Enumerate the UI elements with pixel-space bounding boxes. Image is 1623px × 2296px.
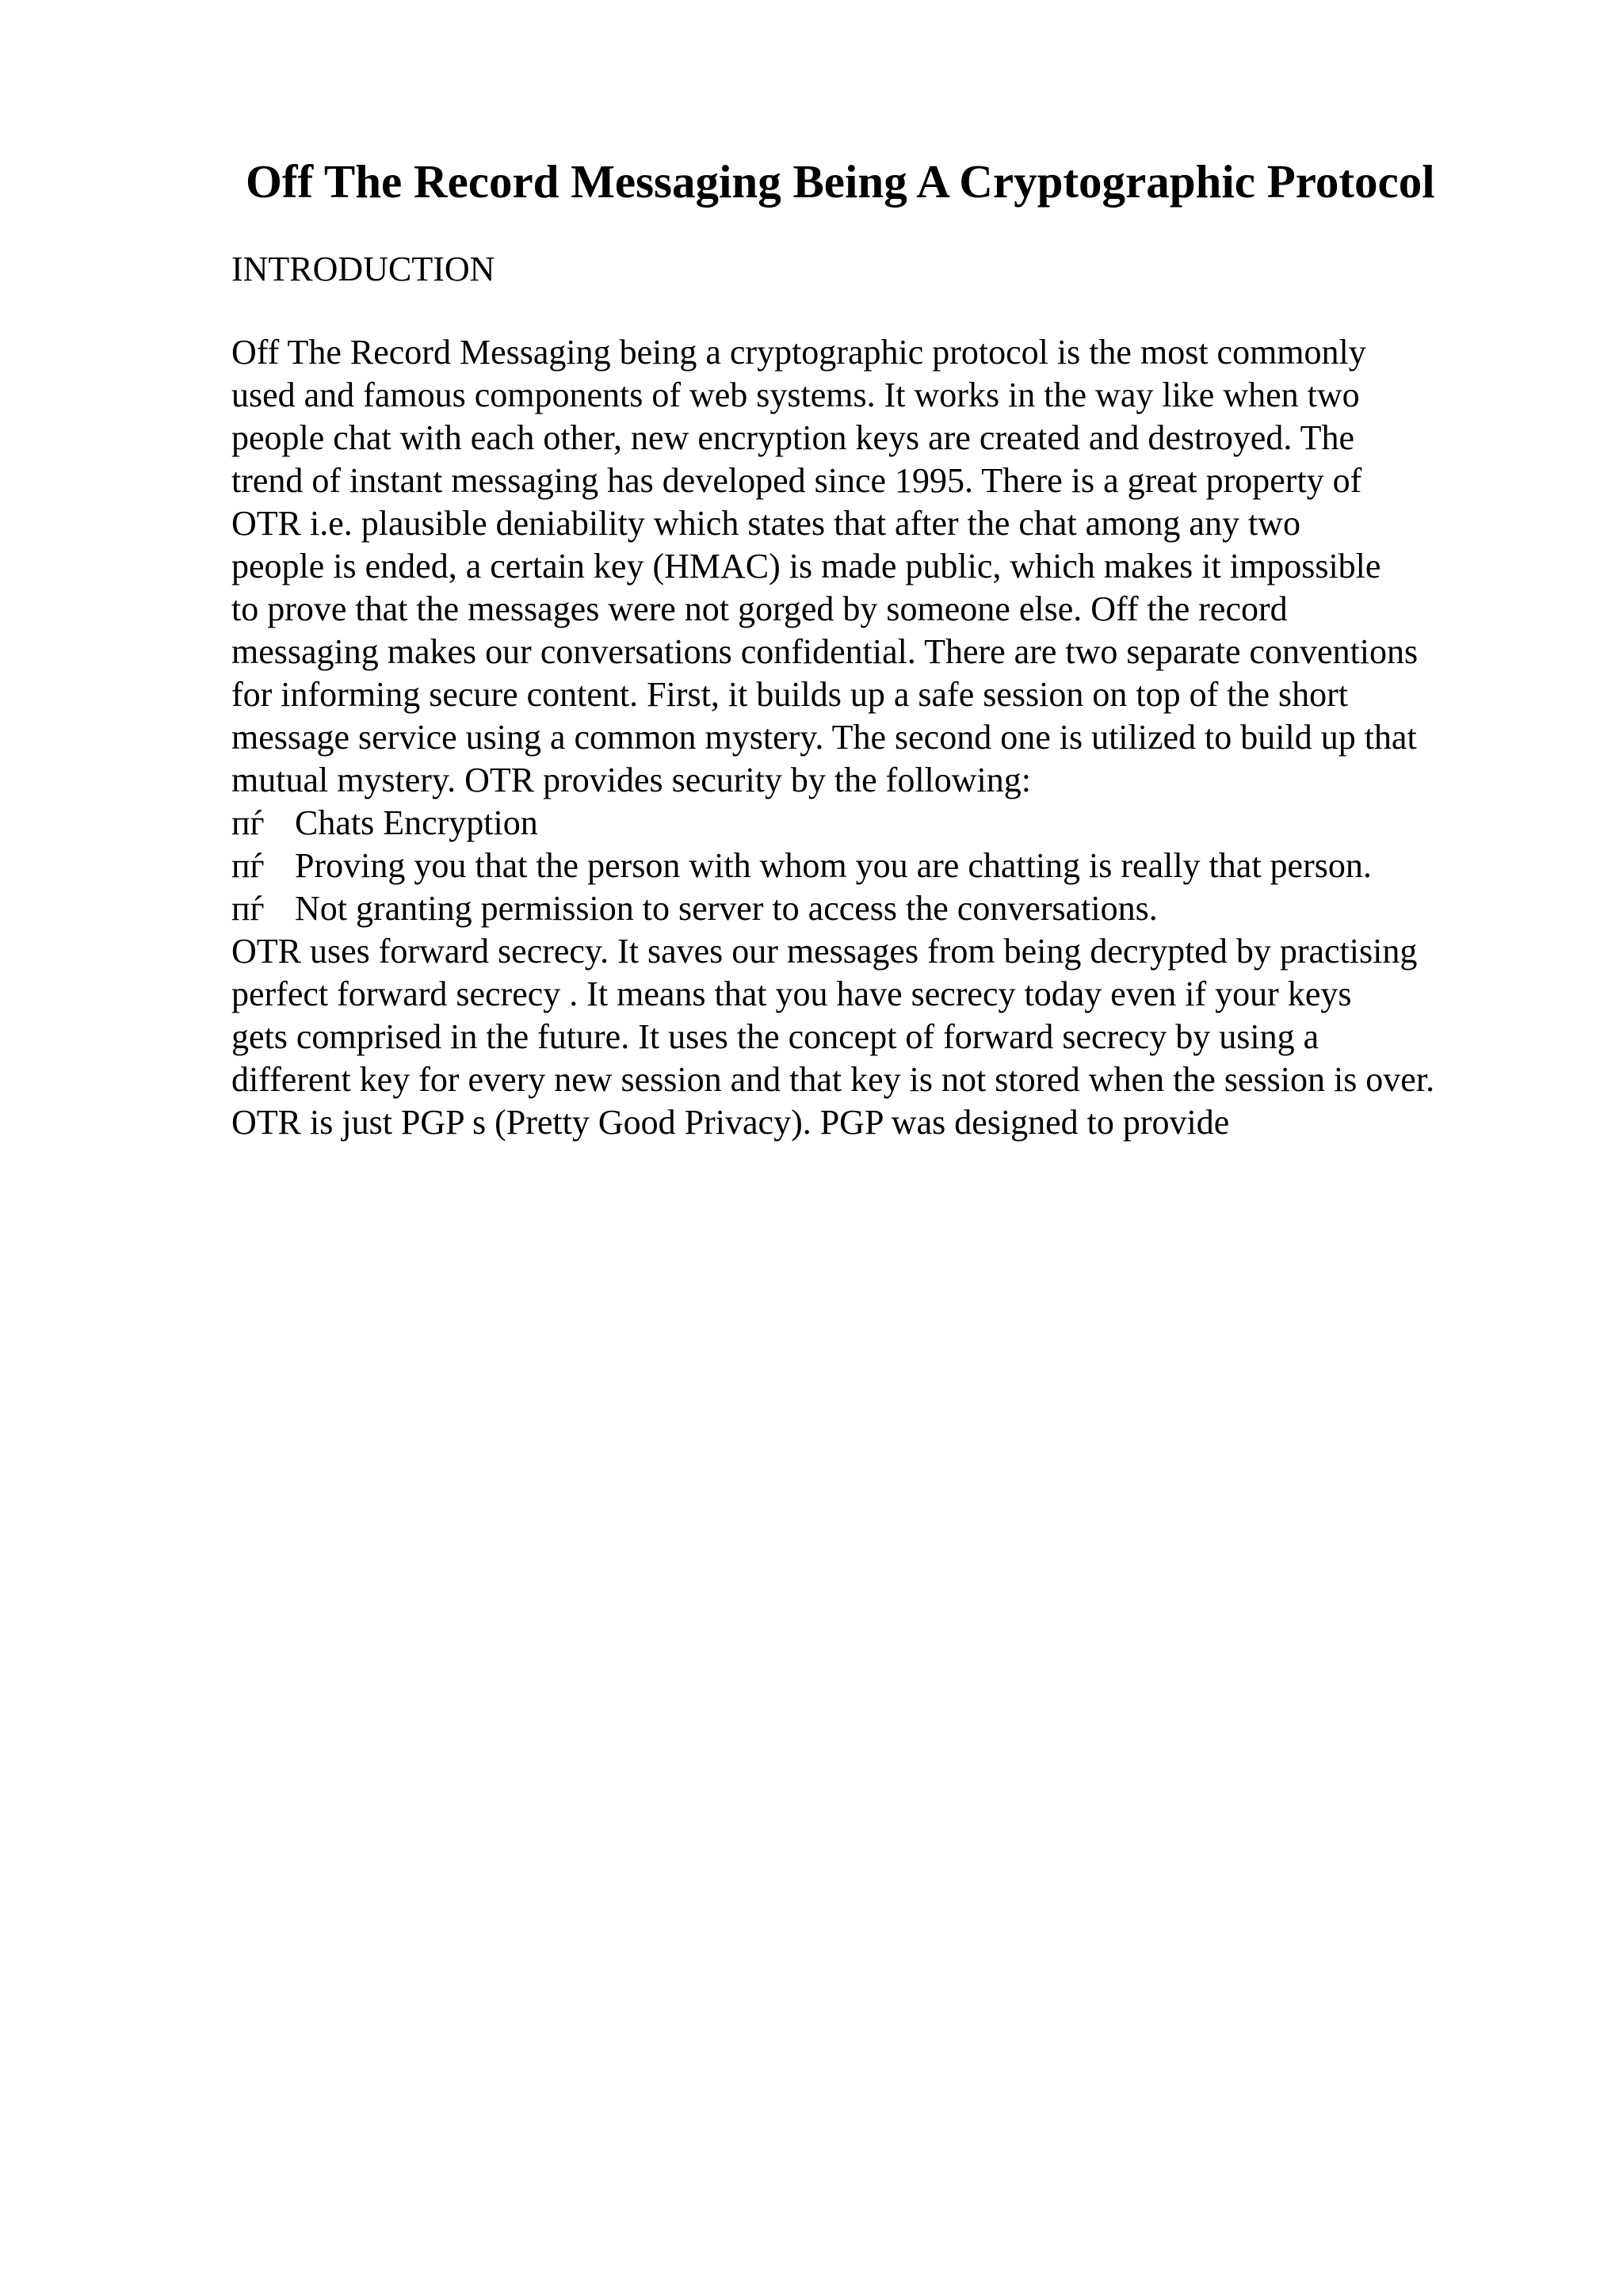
paragraph-line: to prove that the messages were not gorged by someone else. Off the record [231,589,1288,628]
bullet-text: Proving you that the person with whom you are chatting is really that person. [295,846,1372,885]
paragraph-line: used and famous components of web systems. It works in the way like when two [231,376,1360,414]
introduction-body [231,331,1594,1144]
bullet-marker: пѓ [231,803,265,842]
section-heading-introduction: INTRODUCTION [231,250,495,288]
bullet-text: Chats Encryption [295,803,538,842]
paragraph-line: mutual mystery. OTR provides security by the following: [231,761,1031,799]
bullet-item [231,802,1594,845]
paragraph-line: trend of instant messaging has developed since 1995. There is a great property of [231,461,1362,500]
bullet-text: Not granting permission to server to access the conversations. [295,889,1158,928]
bullet-item [231,887,1594,930]
paragraph-line: OTR uses forward secrecy. It saves our messages from being decrypted by practising [231,932,1418,971]
bullet-item [231,845,1594,887]
bullet-marker: пѓ [231,889,265,928]
paragraph-line: OTR is just PGP s (Pretty Good Privacy). PGP was designed to provide [231,1103,1230,1142]
paragraph-line: message service using a common mystery. The second one is utilized to build up that [231,718,1417,757]
paragraph-line: Off The Record Messaging being a cryptographic protocol is the most commonly [231,333,1366,372]
document-title: Off The Record Messaging Being A Cryptographic Protocol [246,155,1435,208]
paragraph-line: gets comprised in the future. It uses the concept of forward secrecy by using a [231,1017,1319,1056]
paragraph-line: for informing secure content. First, it builds up a safe session on top of the short [231,675,1348,714]
paragraph-line: people is ended, a certain key (HMAC) is made public, which makes it impossible [231,547,1381,585]
paragraph-line: perfect forward secrecy . It means that you have secrecy today even if your keys [231,974,1352,1013]
paragraph-line: different key for every new session and that key is not stored when the session is over. [231,1060,1435,1099]
paragraph-line: people chat with each other, new encryption keys are created and destroyed. The [231,418,1355,457]
paragraph-line: OTR i.e. plausible deniability which states that after the chat among any two [231,504,1300,543]
paragraph-line: messaging makes our conversations confidential. There are two separate conventions [231,632,1419,671]
bullet-marker: пѓ [231,846,265,885]
